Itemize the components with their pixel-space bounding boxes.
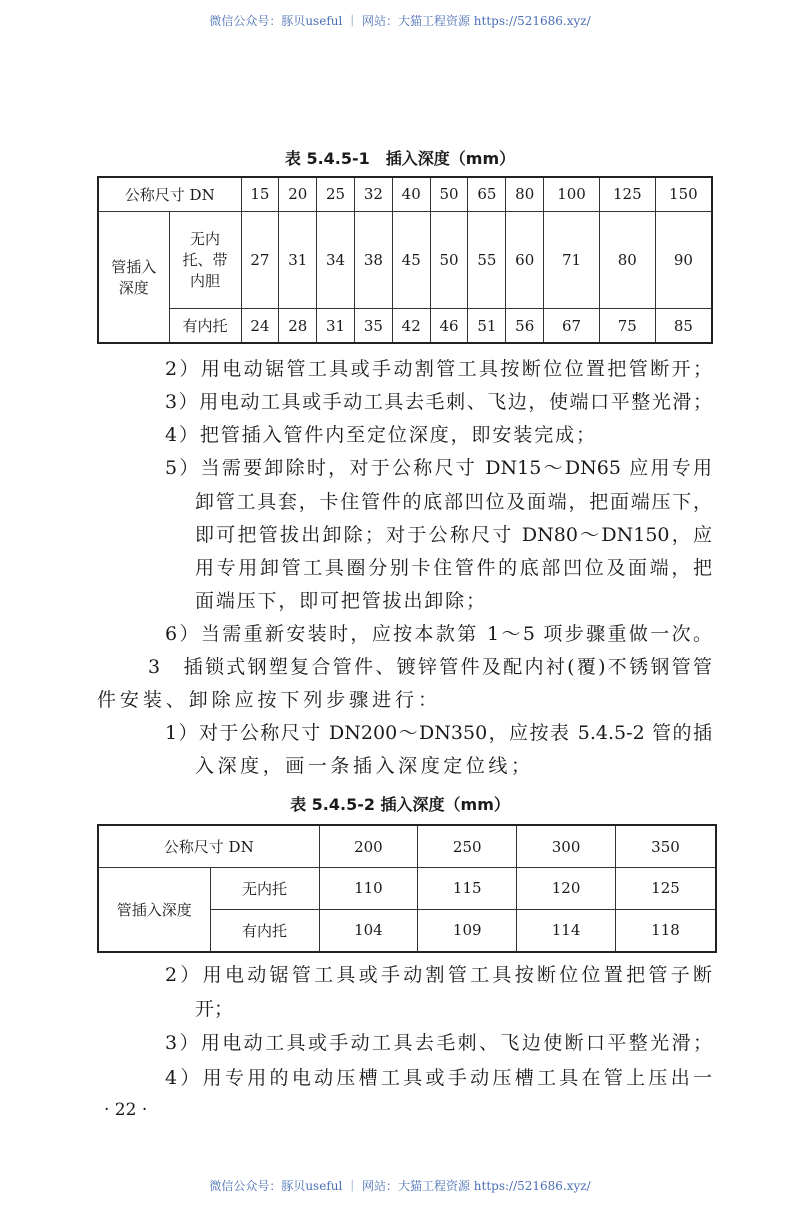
- dn-cell: 150: [655, 177, 712, 211]
- value-cell: 104: [319, 909, 418, 952]
- text-line: 5）当需要卸除时，对于公称尺寸 DN15～DN65 应用专用: [165, 457, 712, 479]
- value-cell: 60: [506, 211, 544, 308]
- text-line: 面端压下，即可把管拔出卸除；: [195, 590, 485, 612]
- header-label-cell: 公称尺寸 DN: [98, 177, 241, 211]
- table-insertion-depth-2: [97, 824, 717, 953]
- value-cell: 115: [418, 868, 517, 910]
- table-header-row: [98, 177, 712, 211]
- group-label-cell: 管插入深度: [98, 211, 169, 343]
- dn-cell: 15: [241, 177, 279, 211]
- text-line: 2）用电动锯管工具或手动割管工具按断位位置把管子断: [165, 964, 712, 986]
- value-cell: 125: [615, 868, 716, 910]
- dn-cell: 350: [615, 825, 716, 868]
- table-row: [98, 309, 712, 343]
- text-line: 即可把管拔出卸除；对于公称尺寸 DN80～DN150，应: [195, 524, 712, 546]
- text-line: 入深度，画一条插入深度定位线；: [195, 755, 530, 777]
- text-line: 4）把管插入管件内至定位深度，即安装完成；: [165, 424, 595, 446]
- table-header-row: [98, 825, 716, 868]
- value-cell: 71: [544, 211, 600, 308]
- value-cell: 28: [279, 309, 317, 343]
- value-cell: 90: [655, 211, 712, 308]
- value-cell: 27: [241, 211, 279, 308]
- value-cell: 120: [517, 868, 616, 910]
- value-cell: 24: [241, 309, 279, 343]
- value-cell: 42: [392, 309, 430, 343]
- watermark-bottom: 微信公众号：豚贝useful ｜ 网站：大猫工程资源 https://521686.xyz/: [209, 1179, 591, 1193]
- group-label-cell: 管插入深度: [98, 868, 210, 952]
- text-line: 6）当需重新安装时，应按本款第 1～5 项步骤重做一次。: [165, 623, 712, 645]
- row-label-cell: 有内托: [210, 909, 319, 952]
- value-cell: 31: [279, 211, 317, 308]
- dn-cell: 300: [517, 825, 616, 868]
- row-label-cell: 无内托、带内胆: [169, 211, 241, 308]
- value-cell: 75: [599, 309, 655, 343]
- text-line: 1）对于公称尺寸 DN200～DN350，应按表 5.4.5-2 管的插: [165, 722, 712, 744]
- text-line: 开；: [195, 998, 234, 1020]
- value-cell: 38: [354, 211, 392, 308]
- value-cell: 50: [430, 211, 468, 308]
- dn-cell: 20: [279, 177, 317, 211]
- text-line: 4）用专用的电动压槽工具或手动压槽工具在管上压出一: [165, 1067, 712, 1089]
- dn-cell: 65: [468, 177, 506, 211]
- value-cell: 45: [392, 211, 430, 308]
- value-cell: 85: [655, 309, 712, 343]
- value-cell: 51: [468, 309, 506, 343]
- value-cell: 56: [506, 309, 544, 343]
- header-label-cell: 公称尺寸 DN: [98, 825, 319, 868]
- text-line: 3）用电动工具或手动工具去毛刺、飞边使断口平整光滑；: [165, 1032, 712, 1054]
- dn-cell: 50: [430, 177, 468, 211]
- table-row: [98, 868, 716, 910]
- dn-cell: 25: [317, 177, 355, 211]
- value-cell: 80: [599, 211, 655, 308]
- value-cell: 110: [319, 868, 418, 910]
- dn-cell: 125: [599, 177, 655, 211]
- dn-cell: 80: [506, 177, 544, 211]
- value-cell: 114: [517, 909, 616, 952]
- value-cell: 109: [418, 909, 517, 952]
- text-line: 卸管工具套，卡住管件的底部凹位及面端，把面端压下，: [195, 491, 712, 513]
- value-cell: 118: [615, 909, 716, 952]
- text-line: 3 插锁式钢塑复合管件、镀锌管件及配内衬(覆)不锈钢管管: [148, 656, 712, 678]
- dn-cell: 250: [418, 825, 517, 868]
- value-cell: 35: [354, 309, 392, 343]
- value-cell: 46: [430, 309, 468, 343]
- row-label-cell: 无内托: [210, 868, 319, 910]
- value-cell: 67: [544, 309, 600, 343]
- dn-cell: 100: [544, 177, 600, 211]
- table2-caption: 表 5.4.5-2 插入深度（mm）: [290, 795, 510, 814]
- table-row: [98, 211, 712, 308]
- table-insertion-depth-1: [97, 176, 713, 344]
- text-line: 2）用电动锯管工具或手动割管工具按断位位置把管断开；: [165, 358, 712, 380]
- watermark-top: 微信公众号：豚贝useful ｜ 网站：大猫工程资源 https://521686.xyz/: [209, 14, 591, 28]
- row-label-cell: 有内托: [169, 309, 241, 343]
- dn-cell: 32: [354, 177, 392, 211]
- dn-cell: 200: [319, 825, 418, 868]
- value-cell: 31: [317, 309, 355, 343]
- text-line: 用专用卸管工具圈分别卡住管件的底部凹位及面端，把: [195, 557, 712, 579]
- page-number: · 22 ·: [104, 1100, 148, 1120]
- text-line: 3）用电动工具或手动工具去毛刺、飞边，使端口平整光滑；: [165, 391, 712, 413]
- table1-caption: 表 5.4.5-1 插入深度（mm）: [284, 149, 516, 168]
- value-cell: 55: [468, 211, 506, 308]
- value-cell: 34: [317, 211, 355, 308]
- text-line: 件安装、卸除应按下列步骤进行：: [97, 689, 437, 711]
- dn-cell: 40: [392, 177, 430, 211]
